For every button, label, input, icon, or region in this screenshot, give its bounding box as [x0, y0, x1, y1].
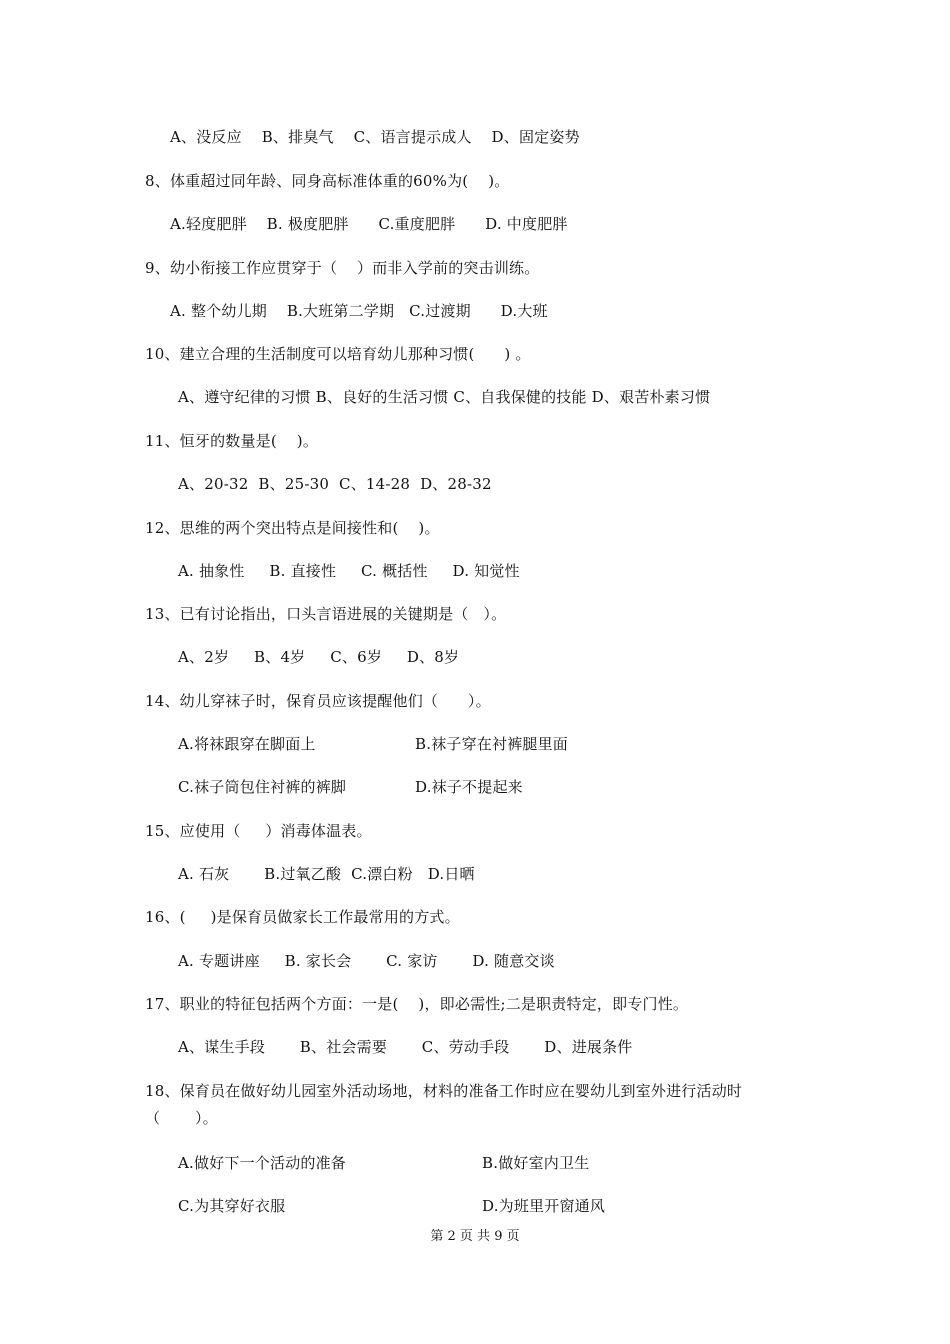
q14-option-d: D.袜子不提起来 [415, 778, 523, 796]
q14-option-b: B.袜子穿在衬裤腿里面 [415, 735, 568, 753]
q13-options: A、2岁 B、4岁 C、6岁 D、8岁 [178, 648, 460, 666]
q18-option-b: B.做好室内卫生 [482, 1154, 590, 1172]
q18-option-d: D.为班里开窗通风 [482, 1197, 606, 1215]
q9-options: A. 整个幼儿期 B.大班第二学期 C.过渡期 D.大班 [170, 302, 548, 320]
q15-options: A. 石灰 B.过氧乙酸 C.漂白粉 D.日晒 [178, 865, 475, 883]
q18-option-c: C.为其穿好衣服 [178, 1197, 286, 1215]
question-13: 13、已有讨论指出，口头言语进展的关键期是（ ）。 [145, 605, 507, 623]
question-10: 10、建立合理的生活制度可以培育幼儿那种习惯( ) 。 [145, 345, 531, 363]
q8-options: A.轻度肥胖 B. 极度肥胖 C.重度肥胖 D. 中度肥胖 [170, 215, 568, 233]
question-18: 18、保育员在做好幼儿园室外活动场地，材料的准备工作时应在婴幼儿到室外进行活动时 [145, 1082, 743, 1100]
question-15: 15、应使用（ ）消毒体温表。 [145, 822, 372, 840]
q14-option-c: C.袜子筒包住衬裤的裤脚 [178, 778, 347, 796]
question-12: 12、思维的两个突出特点是间接性和( )。 [145, 519, 440, 537]
q17-options: A、谋生手段 B、社会需要 C、劳动手段 D、进展条件 [178, 1038, 633, 1056]
q14-option-a: A.将袜跟穿在脚面上 [178, 735, 316, 753]
question-17: 17、职业的特征包括两个方面：一是( )，即必需性;二是职责特定，即专门性。 [145, 995, 689, 1013]
q12-options: A. 抽象性 B. 直接性 C. 概括性 D. 知觉性 [178, 562, 520, 580]
q18-option-a: A.做好下一个活动的准备 [178, 1154, 347, 1172]
page-number-footer: 第 2 页 共 9 页 [430, 1229, 520, 1244]
question-18-continued: （ ）。 [145, 1109, 218, 1127]
question-14: 14、幼儿穿袜子时，保育员应该提醒他们（ ）。 [145, 692, 491, 710]
question-8: 8、体重超过同年龄、同身高标准体重的60%为( )。 [145, 172, 510, 190]
q7-options: A、没反应 B、排臭气 C、语言提示成人 D、固定姿势 [170, 128, 580, 146]
question-9: 9、幼小衔接工作应贯穿于（ ）而非入学前的突击训练。 [145, 259, 540, 277]
q10-options: A、遵守纪律的习惯 B、良好的生活习惯 C、自我保健的技能 D、艰苦朴素习惯 [178, 388, 711, 406]
question-16: 16、( )是保育员做家长工作最常用的方式。 [145, 908, 460, 926]
q11-options: A、20-32 B、25-30 C、14-28 D、28-32 [178, 475, 492, 493]
q16-options: A. 专题讲座 B. 家长会 C. 家访 D. 随意交谈 [178, 952, 555, 970]
question-11: 11、恒牙的数量是( )。 [145, 432, 319, 450]
